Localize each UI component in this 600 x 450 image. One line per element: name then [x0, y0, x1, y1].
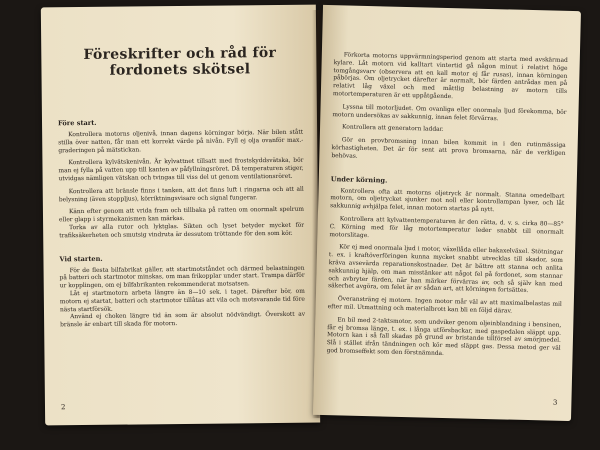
- title-line-1: Föreskrifter och råd för: [83, 44, 277, 64]
- heading-under-korning: Under körning.: [330, 174, 388, 185]
- left-page: [41, 5, 320, 426]
- paragraph: Förkorta motorns uppvärmningsperiod genom att starta med avskärmad kylare. Låt motorn vid kalltart vintertid gå någon minut i relativt höge tomgångsvarv (observera att en kall motor ej får rusas), innan körningen påbörjas. Om oljetrycket därefter är normalt, bör färden antrådas men på relativt låg växel och med måttlig belastning av motorn tills motortemperaturen är ett uppåtgående.: [332, 52, 568, 101]
- title-line-2: fordonets skötsel: [109, 61, 251, 79]
- paragraph: Lyssna till motorljudet. Om ovanliga eller onormala ljud förekomma, bör motorn undersökas av sakkunnig, innan felet förvärras.: [332, 104, 567, 122]
- paragraph: Kontrollera ofta att motorns oljetryck är normalt. Stanna omedelbart motorn, om oljetrycket sjunker mot noll eller kontrollampan lyser, och låt sakkunnig avhjälpa felet, innan motorn startas på nytt.: [330, 187, 565, 214]
- paragraph: Torka av alla rutor och lyktglas. Sikten och lyset betyder mycket för trafiksäkerheten och smutsig vindruta är dessutom tröttande för den som kör.: [59, 222, 305, 240]
- paragraph: Kontrollera att kylvattentemperaturen är den rätta, d. v. s. cirka 80—85° C. Körning med för låg motortemperatur leder snabbt till onormalt motorslitage.: [329, 216, 564, 239]
- page-title: [57, 45, 302, 80]
- paragraph: Kontrollera motorns oljenivå, innan dagens körningar börja. När bilen stått stilla över natten, får man ett korrekt värde på nivån. Fyll ej olja ovanför max.-graderingen på mätstickan.: [58, 129, 304, 154]
- paragraph: En bil med 2-taktsmotor, som undviker genom oljeinblandning i bensinen, får ej bromsa länge, t. ex. i långa utförsbackar, med gaspedalen släppt upp. Motorn kan i så fall skadas på grund av bristande tillförsel av smörjmedel. Slå i stället ifrån tändningen och kör med släppt gas. Dessa metod ger väl god bromseffekt som den förstnämnda.: [326, 317, 562, 357]
- right-page: [313, 5, 581, 421]
- paragraph: Kör ej med onormala ljud i motor, växellåda eller bakaxelväxel. Stötningar t. ex. i kraftöverföringen kunna mycket snabbt utvecklas till skador, som kräva avsevärda reparationskostnader. Det är bättre att stanna och anlita sakkunnig hjälp, om man misstänker att något fel på fordonet, som stannar och avbryter färden, när han märker förvärras av, och så själv kan med säkerhet avgöra, om felet är av sådan art, att körningen fortsättes.: [328, 244, 564, 295]
- heading-vid-starten: Vid starten.: [59, 254, 103, 263]
- paragraph: Använd ej choken längre tid än som är absolut nödvändigt. Överskott av bränsle är enbart till skada för motorn.: [60, 312, 306, 329]
- paragraph: För de flesta bilfabrikat gäller, att startmotståndet och därmed belastningen på batteri och startmotor minskas, om man frikopplar under start. Trampa därför ur kopplingen, om ej bilfabrikanten rekommenderat motsatsen.: [59, 265, 305, 290]
- page-number: 3: [552, 398, 558, 407]
- heading-fore-start: Före start.: [57, 118, 97, 128]
- paragraph: Överansträng ej motorn. Ingen motor mår väl av att maximalbelastas mil efter mil. Utmattning och materialbrott kan bli en följd därav.: [327, 296, 562, 315]
- paragraph: Känn efter genom att vrida fram och tillbaka på ratten om onormalt spelrum eller glapp i styrmekanismen kan märkas.: [59, 207, 304, 224]
- page-number: 2: [60, 403, 66, 412]
- paragraph: Kontrollera kylvätskenivån. Är kylvattnet tillsatt med frostskyddsvätska, bör man ej fylla på vatten upp till kanten av påfyllningsröret. Då temperaturen stiger, utvidgas nämligen vätskan och tvingas till viss del ut genom ventilationsröret.: [58, 158, 304, 183]
- paragraph: Låt ej startmotorn arbeta längre än 8—10 sek. i taget. Därefter bör, om motorn ej startat, batteri och startmotor tillåtas att vila och motsvarande tid före nästa startförsök.: [59, 288, 305, 313]
- paragraph: Gör en provbromsning innan bilen kommit in i den rutinmässiga körhastigheten. Det är för sent att prova bromsarna, när de verkligen behövas.: [331, 137, 566, 160]
- paragraph: Kontrollera att bränsle finns i tanken, att det finns luft i ringarna och att all belysning (även stoppljus), körriktningsvisare och signal fungerar.: [58, 186, 304, 203]
- paragraph: Kontrollera att generatorn laddar.: [341, 124, 444, 134]
